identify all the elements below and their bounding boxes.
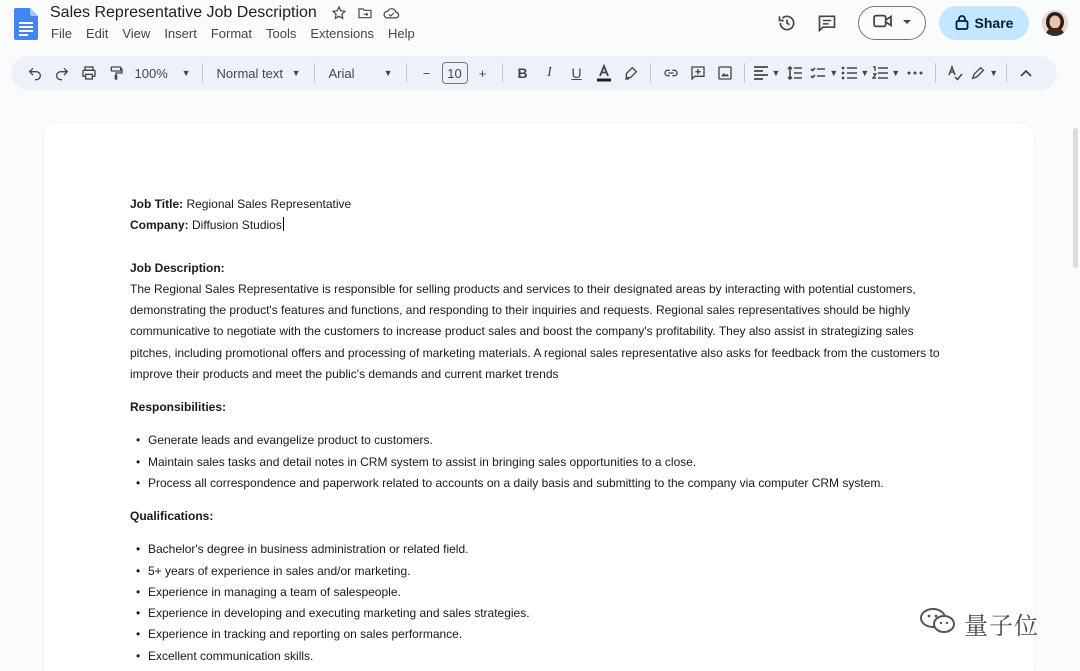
job-title-line <box>130 194 950 215</box>
zoom-select[interactable] <box>131 61 195 85</box>
italic-icon[interactable]: I <box>547 65 552 80</box>
zoom-value: 100% <box>134 65 168 81</box>
menu-help[interactable]: Help <box>387 26 415 41</box>
responsibilities-heading: Responsibilities: <box>130 400 227 415</box>
list-item: • Process all correspondence and paperwork related to accounts on a daily basis and submitting to the company via computer CRM system. <box>130 473 950 494</box>
history-icon[interactable] <box>774 10 800 36</box>
paragraph-style-value: Normal text <box>216 65 283 81</box>
chevron-down-icon: ▼ <box>989 68 999 78</box>
company-line <box>130 215 950 236</box>
wechat-icon <box>918 606 958 641</box>
list-item: • Excellent communication skills. <box>130 646 950 667</box>
list-item: • Generate leads and evangelize product to customers. <box>130 430 950 451</box>
job-description-paragraph <box>130 279 940 385</box>
watermark-text: 量子位 <box>964 612 1039 640</box>
qualifications-list <box>130 539 950 667</box>
toolbar-divider <box>202 63 203 83</box>
numbered-list-icon[interactable] <box>872 61 900 85</box>
list-item: • Experience in tracking and reporting on sales performance. <box>130 624 950 645</box>
avatar[interactable] <box>1042 10 1068 36</box>
editing-mode-icon[interactable] <box>970 61 998 85</box>
document-title[interactable]: Sales Representative Job Description <box>50 4 317 21</box>
qualifications-heading: Qualifications: <box>130 509 214 524</box>
job-description-heading: Job Description: <box>130 260 225 275</box>
insert-image-icon[interactable] <box>713 61 737 85</box>
checklist-icon[interactable] <box>810 61 838 85</box>
underline-icon[interactable]: U <box>571 65 582 81</box>
cloud-status-icon[interactable] <box>381 3 401 23</box>
menu-insert[interactable]: Insert <box>164 26 197 41</box>
share-button[interactable] <box>939 6 1029 40</box>
paint-format-icon[interactable] <box>104 61 128 85</box>
menu-view[interactable]: View <box>122 26 151 41</box>
description-line: communicative to negotiate with the customers to increase product sales and boost the company's profitability. They also assist in strategizing sales <box>130 324 914 339</box>
description-line: demonstrating the product's features and functions, and responding to their inquiries and requests. Regional sales representatives should be highly <box>130 303 911 318</box>
font-size-input[interactable] <box>442 61 468 85</box>
toolbar-divider <box>650 63 651 83</box>
align-left-icon[interactable] <box>753 61 781 85</box>
title-row <box>50 3 407 23</box>
decrease-font-size-button[interactable]: − <box>422 65 431 81</box>
insert-link-icon[interactable] <box>659 61 683 85</box>
list-item: • Experience in developing and executing marketing and sales strategies. <box>130 603 950 624</box>
list-item: • Maintain sales tasks and detail notes in CRM system to assist in bringing sales opportunities to a close. <box>130 452 950 473</box>
undo-icon[interactable] <box>23 61 47 85</box>
watermark <box>918 606 1039 641</box>
increase-font-size-button[interactable]: + <box>478 65 487 81</box>
menu-bar <box>44 25 422 42</box>
vertical-scrollbar[interactable] <box>1073 128 1078 268</box>
chevron-down-icon <box>902 14 912 32</box>
menu-edit[interactable]: Edit <box>85 26 109 41</box>
add-comment-icon[interactable] <box>686 61 710 85</box>
font-family-select[interactable] <box>323 61 399 85</box>
list-item: • Experience in managing a team of salespeople. <box>130 582 950 603</box>
star-icon[interactable] <box>329 3 349 23</box>
company-label: Company: <box>130 218 189 233</box>
menu-extensions[interactable]: Extensions <box>310 26 374 41</box>
font-size-value[interactable]: 10 <box>442 62 468 84</box>
highlight-color-icon[interactable] <box>619 61 643 85</box>
toolbar-divider <box>406 63 407 83</box>
bold-icon[interactable]: B <box>517 65 528 81</box>
move-folder-icon[interactable] <box>355 3 375 23</box>
meet-button[interactable] <box>858 6 926 40</box>
chevron-down-icon: ▼ <box>383 68 393 78</box>
line-spacing-icon[interactable] <box>783 61 807 85</box>
responsibilities-list <box>130 430 950 494</box>
app-header <box>0 0 1080 52</box>
text-cursor <box>283 217 284 231</box>
formatting-toolbar <box>11 56 1057 90</box>
chevron-down-icon: ▼ <box>891 68 901 78</box>
spellcheck-icon[interactable] <box>943 61 967 85</box>
job-title-label: Job Title: <box>130 197 184 211</box>
chevron-down-icon: ▼ <box>181 68 191 78</box>
list-item: • Bachelor's degree in business administration or related field. <box>130 539 950 560</box>
collapse-menus-icon[interactable] <box>1014 61 1038 85</box>
chevron-down-icon: ▼ <box>860 68 870 78</box>
document-body[interactable] <box>130 194 950 667</box>
meet-camera-icon <box>872 13 894 34</box>
menu-file[interactable]: File <box>51 26 72 41</box>
menu-tools[interactable]: Tools <box>266 26 297 41</box>
comment-icon[interactable] <box>814 10 840 36</box>
company-value: Diffusion Studios <box>188 218 282 233</box>
toolbar-divider <box>314 63 315 83</box>
job-title-value: Regional Sales Representative <box>183 197 352 211</box>
more-options-icon[interactable] <box>903 61 927 85</box>
text-color-icon[interactable] <box>592 61 616 85</box>
list-item: • 5+ years of experience in sales and/or marketing. <box>130 561 950 582</box>
redo-icon[interactable] <box>50 61 74 85</box>
print-icon[interactable] <box>77 61 101 85</box>
chevron-down-icon: ▼ <box>771 68 781 78</box>
paragraph-style-select[interactable] <box>211 61 307 85</box>
toolbar-divider <box>502 63 503 83</box>
lock-icon <box>955 14 969 33</box>
description-line: improve their products and meet the public's demands and current market trends <box>130 367 559 382</box>
description-line: pitches, including promotional offers and processing of marketing materials. A regional sales representative also asks for feedback from the customers to <box>130 345 940 360</box>
menu-format[interactable]: Format <box>210 26 252 41</box>
share-label: Share <box>974 15 1014 31</box>
chevron-down-icon: ▼ <box>829 68 839 78</box>
toolbar-divider <box>935 63 936 83</box>
chevron-down-icon: ▼ <box>291 68 301 78</box>
font-family-value: Arial <box>328 65 355 81</box>
bulleted-list-icon[interactable] <box>841 61 869 85</box>
docs-logo-icon[interactable] <box>14 8 38 40</box>
description-line: The Regional Sales Representative is responsible for selling products and services to their designated areas by interacting with potential customers, <box>130 281 916 296</box>
toolbar-divider <box>744 63 745 83</box>
toolbar-divider <box>1006 63 1007 83</box>
